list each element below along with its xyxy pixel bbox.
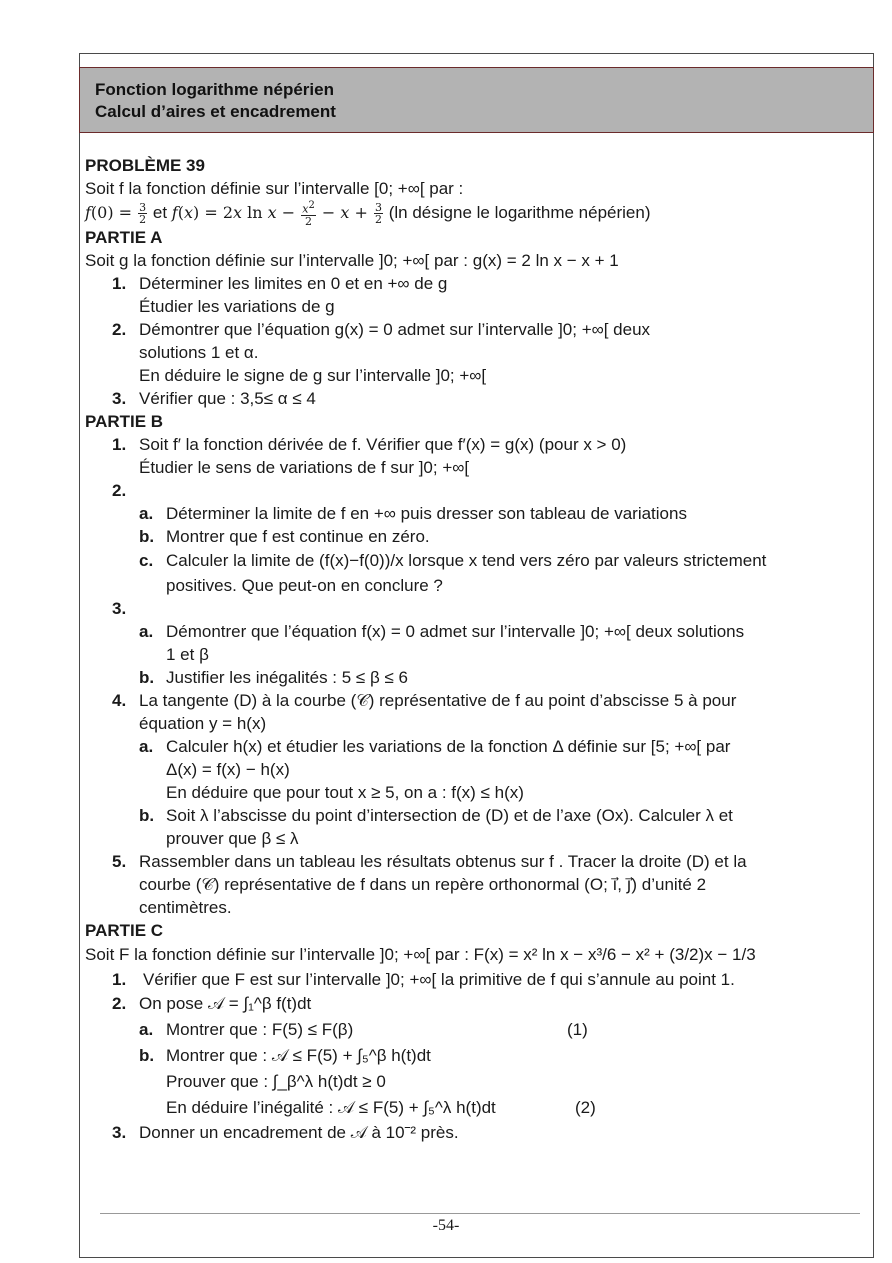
- question-b5-part3: centimètres.: [139, 898, 232, 917]
- part-c-title: PARTIE C: [85, 921, 164, 940]
- fraction: $\frac{x^2}{2}$: [302, 200, 315, 228]
- equation-tag: (2): [575, 1098, 596, 1117]
- problem-definition: f(0) = $\frac{3}{2}$ et f(x) = 2x ln x − $\frac{x^2}{2}$ − x + $\frac{3}{2}$ (ln désigne le logarithme népérien): [85, 200, 651, 228]
- question-b1: 1. Soit f′ la fonction dérivée de f. Vérifier que f′(x) = g(x) (pour x > 0): [112, 435, 627, 454]
- question-b5: 5. Rassembler dans un tableau les résultats obtenus sur f . Tracer la droite (D) et la: [112, 852, 747, 871]
- question-c2b-part2: Prouver que : ∫_β^λ h(t)dt ≥ 0: [166, 1072, 386, 1091]
- page-number: -54-: [432, 1217, 460, 1234]
- question-b3: 3.: [112, 599, 127, 618]
- problem-intro: Soit f la fonction définie sur l’intervalle [0; +∞[ par :: [85, 179, 464, 198]
- question-c3: 3. Donner un encadrement de 𝒜 à 10⁻² près.: [112, 1123, 459, 1142]
- question-a2-part3: En déduire le signe de g sur l’intervalle ]0; +∞[: [139, 366, 487, 385]
- fraction: $\frac{3}{2}$: [139, 201, 147, 227]
- problem-title: PROBLÈME 39: [85, 156, 205, 175]
- question-a1: 1. Déterminer les limites en 0 et en +∞ de g: [112, 274, 448, 293]
- question-b3a: a. Démontrer que l’équation f(x) = 0 admet sur l’intervalle ]0; +∞[ deux solutions: [139, 622, 745, 641]
- fraction: $\frac{3}{2}$: [375, 201, 383, 227]
- question-b4b: b. Soit λ l’abscisse du point d’intersection de (D) et de l’axe (Ox). Calculer λ et: [139, 806, 733, 825]
- question-b4-part2: équation y = h(x): [139, 714, 267, 733]
- question-b4b-part2: prouver que β ≤ λ: [166, 829, 299, 848]
- question-b2a: a. Déterminer la limite de f en +∞ puis dresser son tableau de variations: [139, 504, 687, 523]
- question-b3a-part2: 1 et β: [166, 645, 209, 664]
- question-b5-part2: courbe (𝒞) représentative de f dans un repère orthonormal (O; i⃗, j⃗) d’unité 2: [139, 875, 707, 894]
- problem-content: [85, 154, 865, 1144]
- footer-divider: [100, 1213, 860, 1214]
- part-a-title: PARTIE A: [85, 228, 163, 247]
- question-b2: 2.: [112, 481, 127, 500]
- part-b-title: PARTIE B: [85, 412, 164, 431]
- question-b4: 4. La tangente (D) à la courbe (𝒞) représentative de f au point d’abscisse 5 à pour: [112, 691, 737, 710]
- equation-tag: (1): [567, 1020, 588, 1039]
- question-a2: 2. Démontrer que l’équation g(x) = 0 admet sur l’intervalle ]0; +∞[ deux: [112, 320, 651, 339]
- question-b3b: b. Justifier les inégalités : 5 ≤ β ≤ 6: [139, 668, 408, 687]
- question-c2a: a. Montrer que : F(5) ≤ F(β) (1): [85, 1017, 865, 1043]
- question-b4a-part2: Δ(x) = f(x) − h(x): [166, 760, 290, 779]
- question-c2: 2. On pose 𝒜 = ∫₁^β f(t)dt: [112, 994, 312, 1013]
- chapter-header: [79, 67, 874, 133]
- question-b2c-part2: positives. Que peut-on en conclure ?: [166, 576, 443, 595]
- question-c1: 1. Vérifier que F est sur l’intervalle ]0; +∞[ la primitive de f qui s’annule au point 1.: [112, 970, 735, 989]
- question-a2-part2: solutions 1 et α.: [139, 343, 259, 362]
- part-a-intro: Soit g la fonction définie sur l’intervalle ]0; +∞[ par : g(x) = 2 ln x − x + 1: [85, 251, 619, 270]
- question-c2b-part3: En déduire l’inégalité : 𝒜 ≤ F(5) + ∫₅^λ h(t)dt (2): [85, 1095, 865, 1121]
- question-a3: 3. Vérifier que : 3,5≤ α ≤ 4: [112, 389, 316, 408]
- part-c-intro: Soit F la fonction définie sur l’intervalle ]0; +∞[ par : F(x) = x² ln x − x³/6 − x² + (3/2)x − 1/3: [85, 945, 756, 964]
- question-b4a-part3: En déduire que pour tout x ≥ 5, on a : f(x) ≤ h(x): [166, 783, 524, 802]
- chapter-title: Fonction logarithme népérien: [95, 80, 334, 99]
- question-c2b: b. Montrer que : 𝒜 ≤ F(5) + ∫₅^β h(t)dt: [139, 1046, 431, 1065]
- question-b2c: c. Calculer la limite de (f(x)−f(0))/x lorsque x tend vers zéro par valeurs strictement: [139, 551, 767, 570]
- question-b2b: b. Montrer que f est continue en zéro.: [139, 527, 430, 546]
- question-a1-part2: Étudier les variations de g: [139, 297, 335, 316]
- question-b4a: a. Calculer h(x) et étudier les variations de la fonction Δ définie sur [5; +∞[ par: [139, 737, 731, 756]
- question-b1-part2: Étudier le sens de variations de f sur ]0; +∞[: [139, 458, 470, 477]
- chapter-subtitle: Calcul d’aires et encadrement: [95, 102, 336, 121]
